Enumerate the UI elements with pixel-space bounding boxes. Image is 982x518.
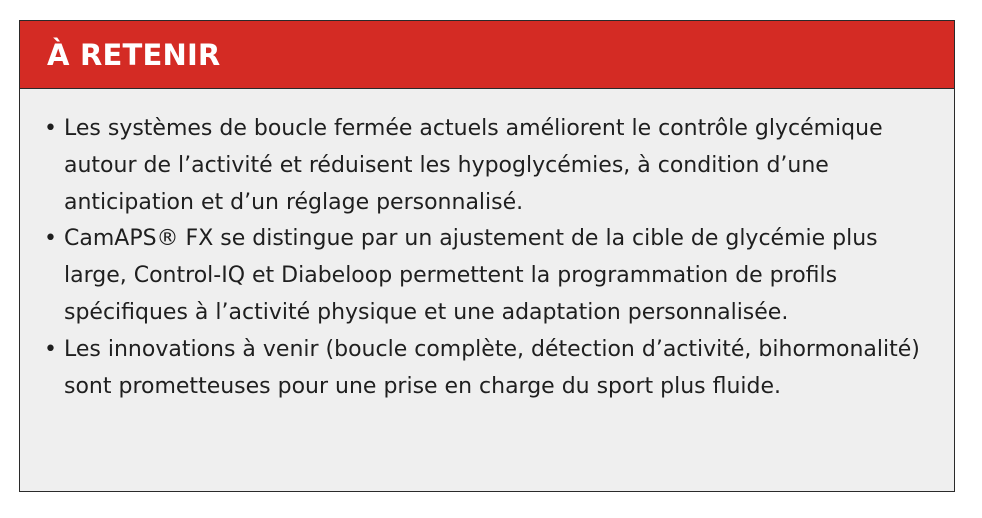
key-points-header	[20, 21, 954, 89]
key-point-item	[44, 111, 934, 221]
key-point-text: Les innovations à venir (boucle complète, détection d’activité, bihormonalité) sont prometteuses pour une prise en charge du sport plus fluide.	[64, 336, 920, 399]
key-points-box	[19, 20, 955, 492]
key-points-list	[20, 89, 954, 405]
key-point-item	[44, 221, 934, 331]
bullet-icon: •	[44, 226, 57, 252]
key-point-text: Les systèmes de boucle fermée actuels améliorent le contrôle glycémique autour de l’activité et réduisent les hypoglycémies, à condition d’une anticipation et d’un réglage personnalisé.	[64, 116, 883, 215]
key-point-text: CamAPS® FX se distingue par un ajustement de la cible de glycémie plus large, Control-IQ et Diabeloop permettent la programmation de profils spécifiques à l’activité physique et une adaptation personnalisée.	[64, 226, 878, 325]
key-point-item	[44, 332, 934, 406]
bullet-icon: •	[44, 336, 57, 362]
key-points-title: À RETENIR	[47, 37, 221, 72]
bullet-icon: •	[44, 116, 57, 141]
